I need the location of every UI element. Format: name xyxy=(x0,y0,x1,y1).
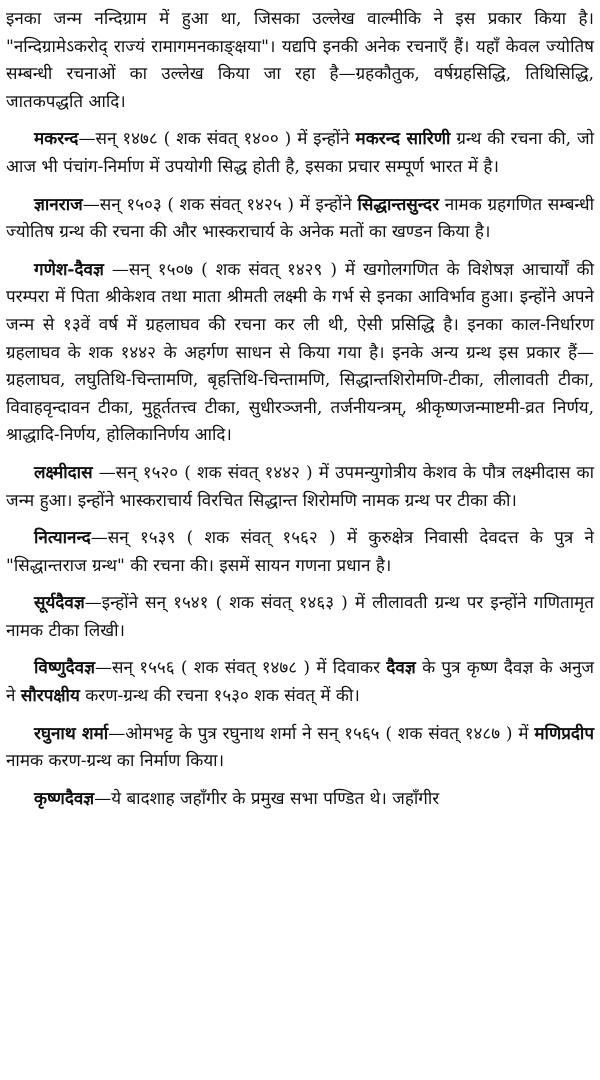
paragraph-gyanraj xyxy=(6,192,594,247)
paragraph-text: —ये बादशाह जहाँगीर के प्रमुख सभा पण्डित थे। जहाँगीर xyxy=(94,788,440,809)
paragraph-raghunath-sharma xyxy=(6,721,594,776)
emphasis-text: सौरपक्षीय xyxy=(20,686,80,707)
paragraph-text: नामक करण-ग्रन्थ का निर्माण किया। xyxy=(6,751,225,772)
book-title: मकरन्द सारिणी xyxy=(355,129,451,150)
emphasis-text: दैवज्ञ xyxy=(386,658,416,679)
paragraph-text: —सन् १५०७ ( शक संवत् १४२९ ) में खगोलगणित के विशेषज्ञ आचार्यों की परम्परा में पिता श्रीकेशव तथा माता श्रीमती लक्ष्मी के गर्भ से इनका आविर्भाव हुआ। इन्होंने अपने जन्म से १३वें वर्ष में ग्रहलाघव की रचना कर ली थी, ऐसी प्रसिद्धि है। इनका काल-निर्धारण ग्रहलाघव के शक १४४२ के अहर्गण साधन से किया गया है। इनके अन्य ग्रन्थ इस प्रकार हैं—ग्रहलाघव, लघुतिथि-चिन्तामणि, बृहत्तिथि-चिन्तामणि, सिद्धान्तशिरोमणि-टीका, लीलावती टीका, विवाहवृन्दावन टीका, मुहूर्ततत्त्व टीका, सुधीरञ्जनी, तर्जनीयन्त्रम्, श्रीकृष्णजन्माष्टमी-व्रत निर्णय, श्राद्धादि-निर्णय, होलिकानिर्णय आदि। xyxy=(6,259,594,446)
heading-lakshmidas: लक्ष्मीदास xyxy=(34,462,93,483)
book-title: सिद्धान्तसुन्दर xyxy=(357,194,440,215)
paragraph-text: —सन् १५०३ ( शक संवत् १४२५ ) में इन्होंने xyxy=(82,194,358,215)
paragraph-text: के पुत्र कृष्ण दैवज्ञ के अनुज ने xyxy=(6,658,594,707)
paragraph-ganesh-daivagya xyxy=(6,257,594,450)
heading-gyanraj: ज्ञानराज xyxy=(34,194,83,215)
paragraph-text: इनका जन्म नन्दिग्राम में हुआ था, जिसका उल्लेख वाल्मीकि ने इस प्रकार किया है। "नन्दिग्रामेऽकरोद् राज्यं रामागमनकाङ्क्षया"। यद्यपि इनकी अनेक रचनाएँ हैं। यहाँ केवल ज्योतिष सम्बन्धी रचनाओं का उल्लेख किया जा रहा है—ग्रहकौतुक, वर्षग्रहसिद्धि, तिथिसिद्धि, जातकपद्धति आदि। xyxy=(6,9,594,112)
heading-ganesh-daivagya: गणेश-दैवज्ञ xyxy=(34,259,104,280)
paragraph-text: —ओमभट्ट के पुत्र रघुनाथ शर्मा ने सन् १५६५ ( शक संवत् १४८७ ) में xyxy=(108,723,535,744)
paragraph-text: —सन् १४७८ ( शक संवत् १४०० ) में इन्होंने xyxy=(78,129,356,150)
paragraph-intro xyxy=(6,6,594,116)
paragraph-text: ग्रन्थ की रचना की, जो आज भी पंचांग-निर्माण में उपयोगी सिद्ध होती है, इसका प्रचार सम्पूर्ण भारत में है। xyxy=(6,129,594,177)
paragraph-text: करण-ग्रन्थ की रचना १५३० शक संवत् में की। xyxy=(79,686,360,707)
paragraph-text: —इन्होंने सन् १५४१ ( शक संवत् १४६३ ) में लीलावती ग्रन्थ पर इन्होंने गणितामृत नामक टीका लिखी। xyxy=(6,593,594,641)
paragraph-vishnu-daivagya xyxy=(6,655,594,710)
paragraph-surya-daivagya xyxy=(6,590,594,645)
heading-makarand: मकरन्द xyxy=(34,129,79,150)
paragraph-text: —सन् १५२० ( शक संवत् १४४२ ) में उपमन्युगोत्रीय केशव के पौत्र लक्ष्मीदास का जन्म हुआ। इन्होंने भास्कराचार्य विरचित सिद्धान्त शिरोमणि नामक ग्रन्थ पर टीका की। xyxy=(6,462,594,511)
paragraph-text: —सन् १५३९ ( शक संवत् १५६२ ) में कुरुक्षेत्र निवासी देवदत्त के पुत्र ने "सिद्धान्तराज ग्रन्थ" की रचना की। इसमें सायन गणना प्रधान है। xyxy=(6,528,594,576)
paragraph-text: —सन् १५५६ ( शक संवत् १४७८ ) में दिवाकर xyxy=(95,658,387,679)
paragraph-makarand xyxy=(6,126,594,181)
paragraph-text: नामक ग्रहगणित सम्बन्धी ज्योतिष ग्रन्थ की रचना की और भास्कराचार्य के अनेक मतों का खण्डन किया है। xyxy=(6,194,594,243)
heading-raghunath-sharma: रघुनाथ शर्मा xyxy=(34,723,109,744)
paragraph-krishna-daivagya xyxy=(6,786,594,814)
paragraph-lakshmidas xyxy=(6,460,594,515)
paragraph-nityanand xyxy=(6,525,594,580)
heading-nityanand: नित्यानन्द xyxy=(34,528,91,549)
heading-surya-daivagya: सूर्यदैवज्ञ xyxy=(34,593,85,614)
heading-krishna-daivagya: कृष्णदैवज्ञ xyxy=(34,788,95,809)
book-title: मणिप्रदीप xyxy=(534,723,594,744)
heading-vishnu-daivagya: विष्णुदैवज्ञ xyxy=(34,658,95,679)
